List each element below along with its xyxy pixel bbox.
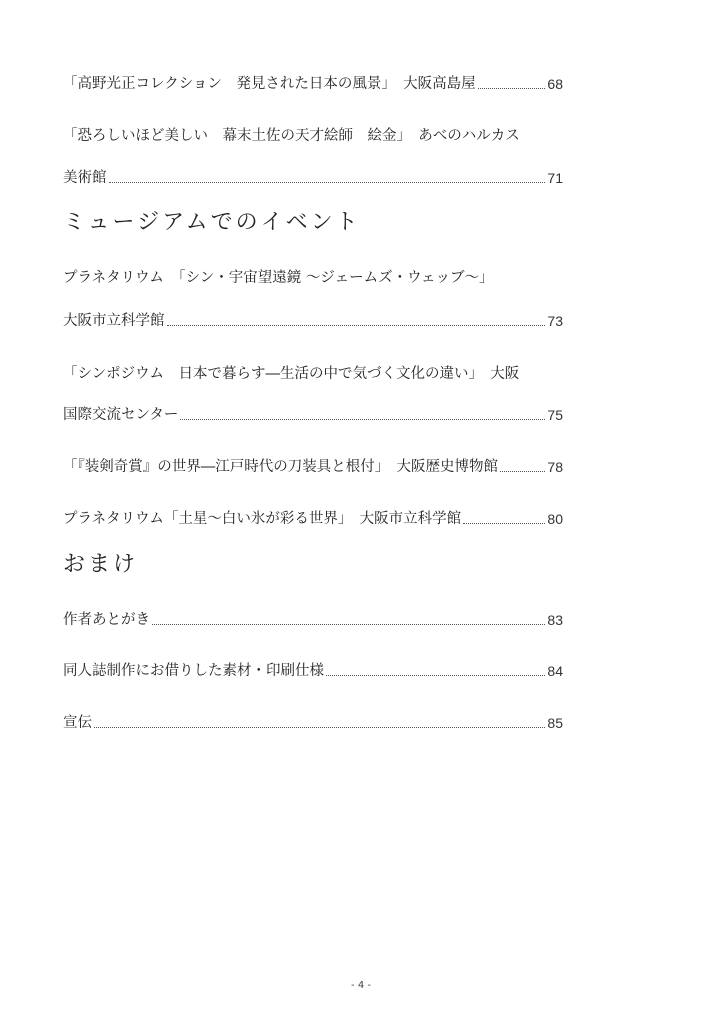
entry-title: 美術館 — [63, 170, 107, 186]
entry-page: 80 — [547, 511, 563, 527]
entry-title: 大阪市立科学館 — [63, 313, 165, 329]
entry-page: 68 — [547, 76, 563, 92]
leader-dots — [152, 623, 545, 625]
entry-title: 作者あとがき — [63, 612, 150, 628]
leader-dots — [109, 181, 546, 183]
entry-page: 71 — [547, 170, 563, 186]
toc-entry[interactable] — [63, 610, 563, 630]
leader-dots — [326, 674, 545, 676]
entry-title: 「高野光正コレクション 発見された日本の風景」 大阪高島屋 — [63, 76, 476, 92]
section-heading: おまけ — [63, 552, 139, 577]
entry-title: 「恐ろしいほど美しい 幕末土佐の天才絵師 絵金」 あべのハルカス — [63, 128, 520, 144]
toc-entry[interactable] — [63, 713, 563, 733]
toc-entry-continued[interactable] — [63, 405, 563, 425]
leader-dots — [167, 324, 546, 326]
entry-page: 75 — [547, 407, 563, 423]
entry-title: 同人誌制作にお借りした素材・印刷仕様 — [63, 663, 324, 679]
entry-page: 84 — [547, 663, 563, 679]
entry-title: 宣伝 — [63, 715, 92, 731]
leader-dots — [94, 726, 545, 728]
toc-entry[interactable] — [63, 509, 563, 529]
toc-entry[interactable] — [63, 457, 563, 477]
leader-dots — [180, 418, 545, 420]
toc-entry[interactable] — [63, 126, 563, 146]
entry-title: 「シンポジウム 日本で暮らす―生活の中で気づく文化の違い」 大阪 — [63, 366, 520, 382]
entry-title: プラネタリウム「土星〜白い氷が彩る世界」 大阪市立科学館 — [63, 511, 462, 527]
entry-page: 73 — [547, 313, 563, 329]
leader-dots — [478, 87, 546, 89]
section-heading: ミュージアムでのイベント — [63, 210, 361, 235]
toc-entry-continued[interactable] — [63, 168, 563, 188]
entry-title: 「『装剣奇賞』の世界―江戸時代の刀装具と根付」 大阪歴史博物館 — [63, 459, 498, 475]
entry-page: 83 — [547, 612, 563, 628]
toc-entry[interactable] — [63, 364, 563, 384]
leader-dots — [463, 522, 545, 524]
toc-entry-continued[interactable] — [63, 311, 563, 331]
toc-entry[interactable] — [63, 74, 563, 94]
toc-entry[interactable] — [63, 268, 563, 288]
entry-page: 85 — [547, 715, 563, 731]
page-number: - 4 - — [351, 980, 371, 991]
leader-dots — [500, 470, 545, 472]
toc-entry[interactable] — [63, 661, 563, 681]
entry-title: プラネタリウム 「シン・宇宙望遠鏡 〜ジェームズ・ウェッブ〜」 — [63, 270, 494, 286]
entry-page: 78 — [547, 459, 563, 475]
entry-title: 国際交流センター — [63, 407, 179, 423]
